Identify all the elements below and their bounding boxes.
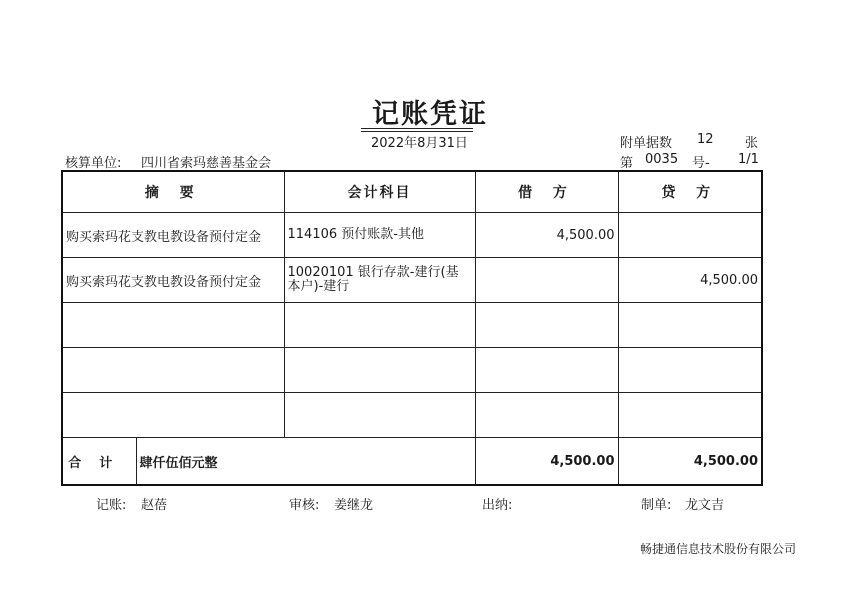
row-credit: 4,500.00 [618, 258, 762, 303]
bookkeeper-name: 赵蓓 [141, 498, 168, 513]
row-debit [475, 393, 618, 438]
voucher-number-prefix: 第 [620, 156, 634, 171]
attachment-unit: 张 [745, 136, 759, 151]
row-summary [62, 303, 284, 348]
header-summary: 摘 要 [62, 171, 284, 213]
row-debit [475, 258, 618, 303]
total-row [62, 438, 762, 486]
row-summary: 购买索玛花支教电教设备预付定金 [62, 258, 284, 303]
row-credit [618, 393, 762, 438]
table-header-row [62, 171, 762, 213]
row-debit [475, 348, 618, 393]
attachment-count: 12 [697, 132, 714, 147]
voucher-table [61, 170, 763, 486]
voucher-date: 2022年8月31日 [371, 136, 468, 151]
row-summary: 购买索玛花支教电教设备预付定金 [62, 213, 284, 258]
row-summary [62, 348, 284, 393]
voucher-number-suffix: 号- [692, 156, 710, 171]
header-credit: 贷 方 [618, 171, 762, 213]
total-label: 合计 [62, 438, 136, 486]
footer-company: 畅捷通信息技术股份有限公司 [639, 542, 796, 556]
reviewer-label: 审核: [289, 498, 320, 513]
row-credit [618, 213, 762, 258]
unit-name: 四川省索玛慈善基金会 [141, 156, 272, 171]
row-account [284, 303, 475, 348]
table-row [62, 393, 762, 438]
row-debit: 4,500.00 [475, 213, 618, 258]
row-credit [618, 348, 762, 393]
row-account: 114106 预付账款-其他 [284, 213, 475, 258]
preparer-name: 龙文吉 [685, 498, 725, 513]
total-amount-words: 肆仟伍佰元整 [136, 438, 475, 486]
voucher-title: 记账凭证 [372, 99, 488, 130]
table-row [62, 258, 762, 303]
row-account [284, 348, 475, 393]
row-summary [62, 393, 284, 438]
row-account [284, 393, 475, 438]
voucher-number: 0035 [645, 152, 679, 167]
cashier-label: 出纳: [482, 498, 513, 513]
voucher-page: 1/1 [738, 152, 759, 167]
title-underline [361, 128, 473, 129]
bookkeeper-label: 记账: [96, 498, 127, 513]
preparer-label: 制单: [641, 498, 672, 513]
table-row [62, 213, 762, 258]
table-row [62, 303, 762, 348]
total-debit: 4,500.00 [475, 438, 618, 486]
reviewer-name: 姜继龙 [334, 498, 374, 513]
row-credit [618, 303, 762, 348]
total-credit: 4,500.00 [618, 438, 762, 486]
header-debit: 借 方 [475, 171, 618, 213]
row-debit [475, 303, 618, 348]
unit-label: 核算单位: [65, 156, 122, 171]
header-account: 会计科目 [284, 171, 475, 213]
attachment-label: 附单据数 [620, 136, 673, 151]
table-row [62, 348, 762, 393]
row-account: 10020101 银行存款-建行(基本户)-建行 [284, 258, 475, 303]
